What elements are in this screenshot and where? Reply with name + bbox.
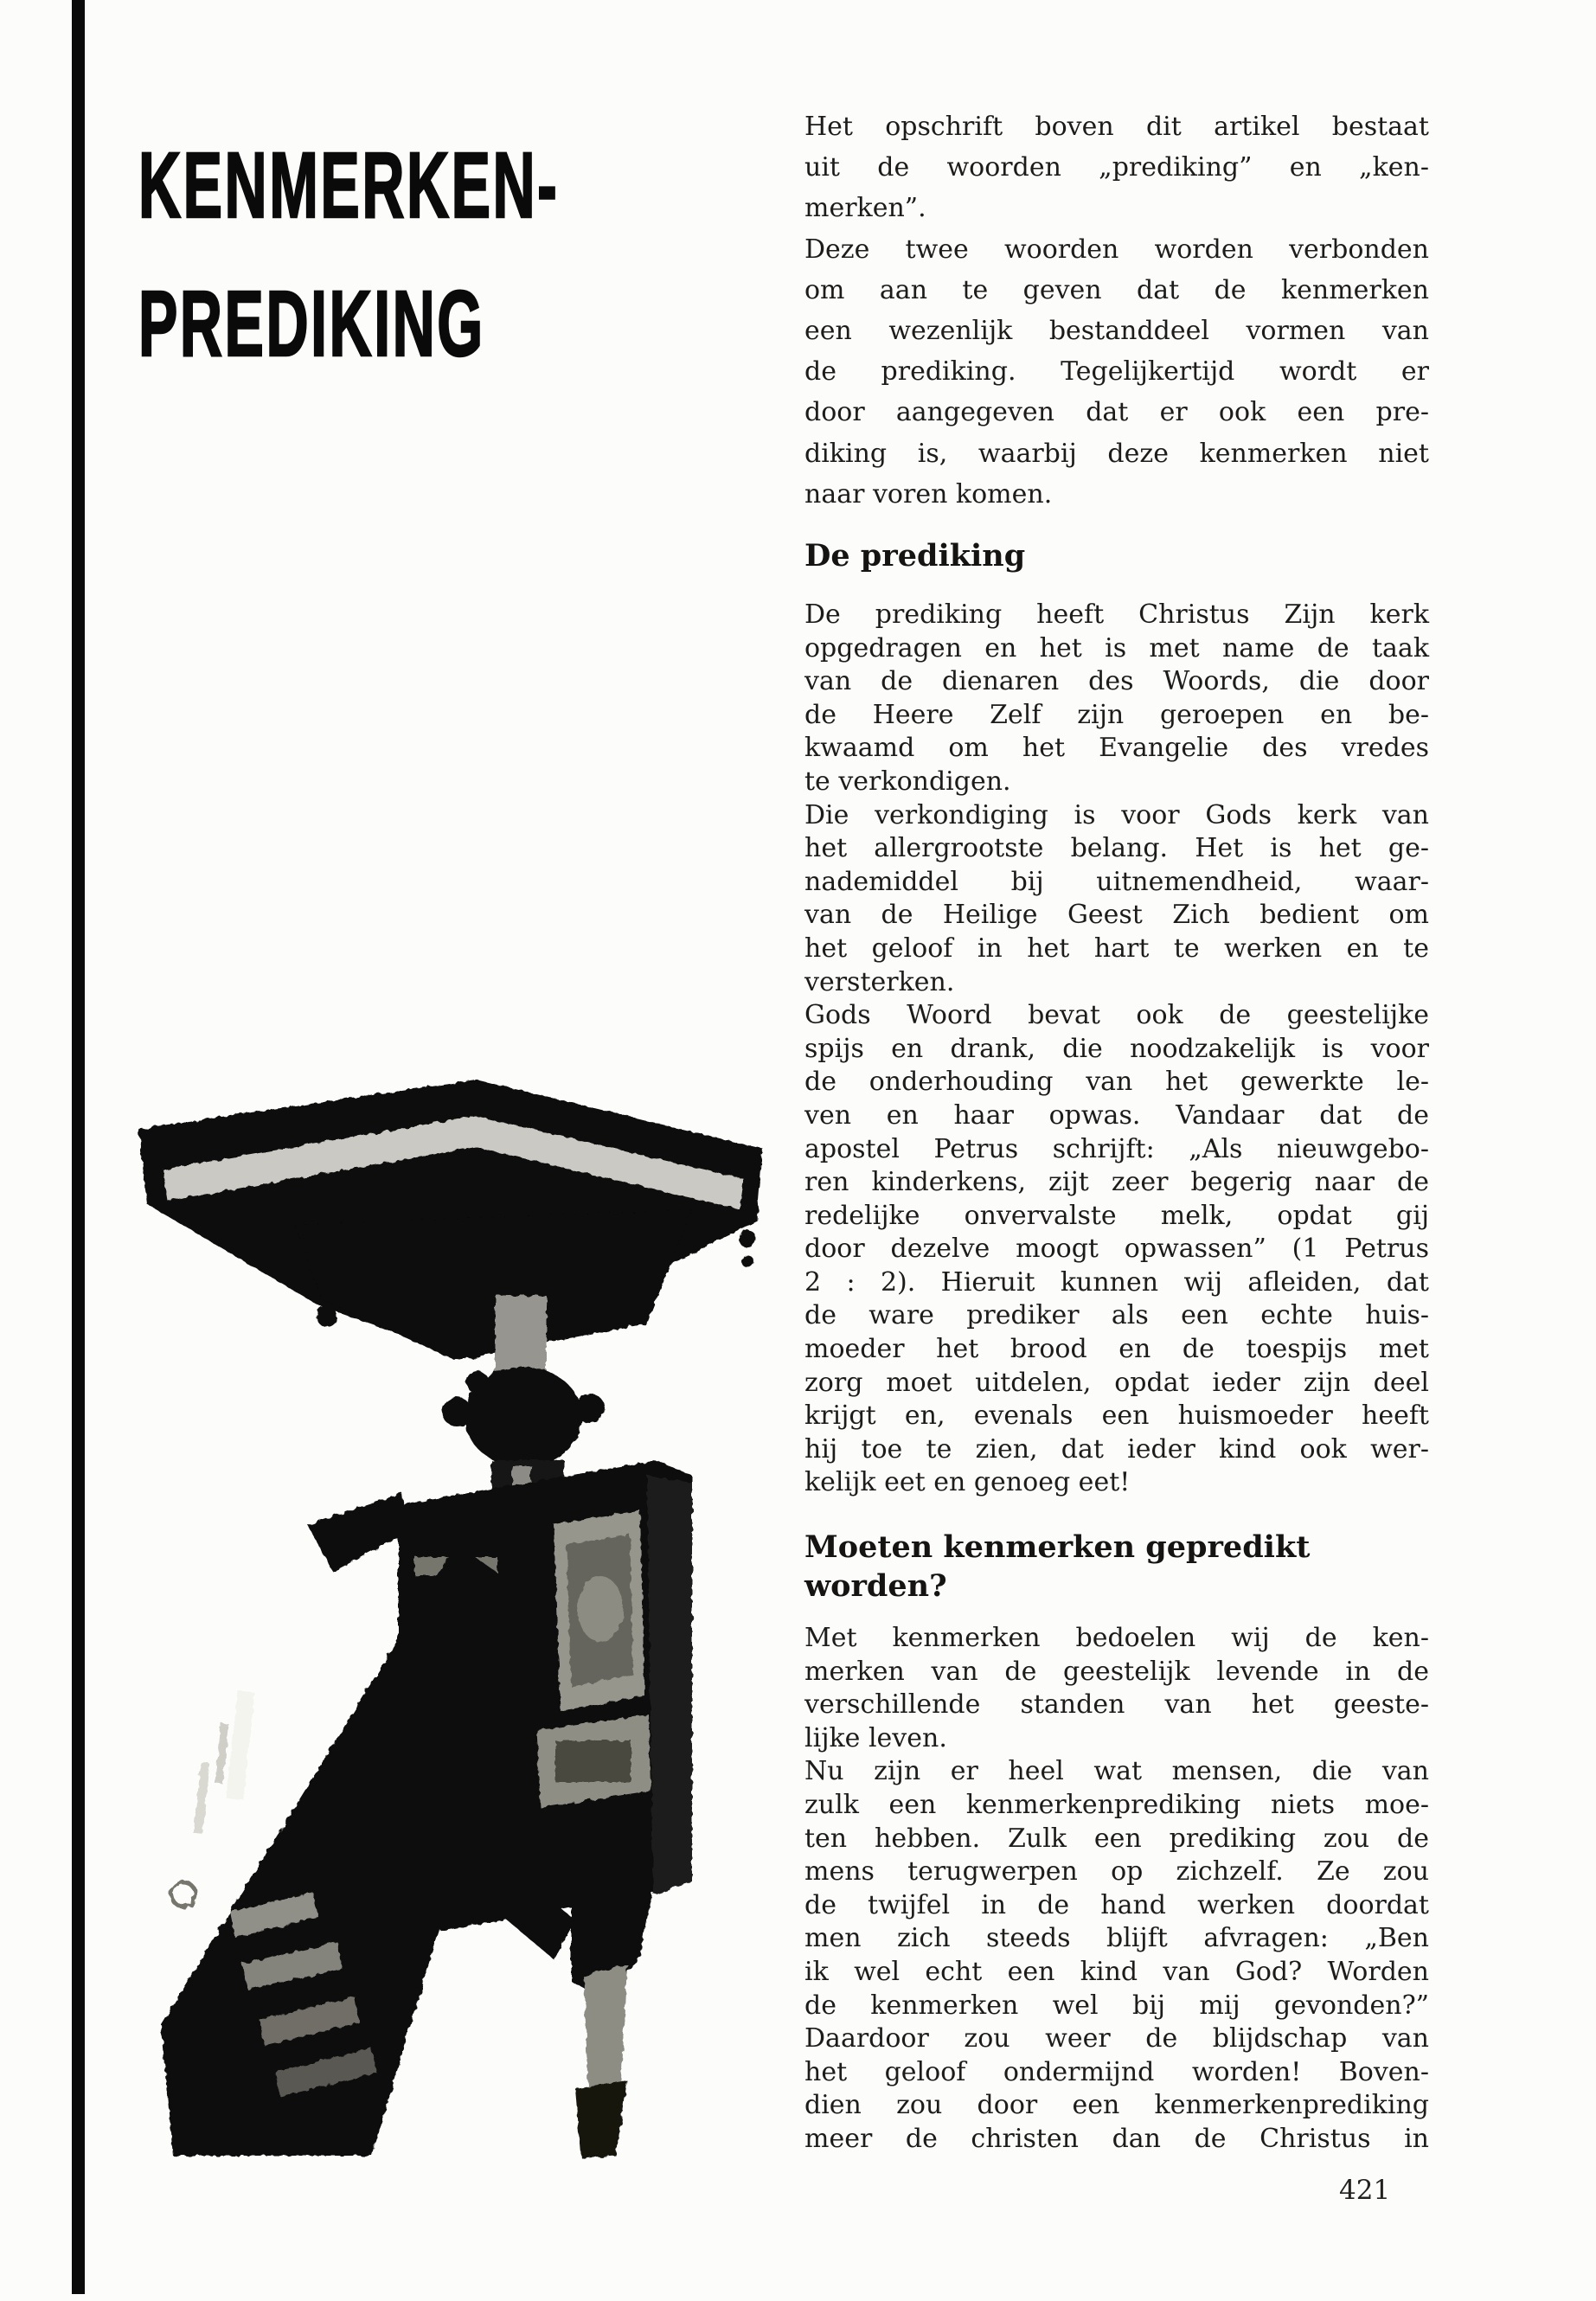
section-moeten-kenmerken-text	[804, 1622, 1429, 2157]
article-title	[138, 132, 806, 375]
text-line: mens terugwerpen op zichzelf. Ze zou	[804, 1856, 1429, 1888]
text-line: spijs en drank, die noodzakelijk is voor	[804, 1033, 1429, 1064]
text-line: hij toe te zien, dat ieder kind ook wer-	[804, 1433, 1429, 1465]
text-line: Deze twee woorden worden verbonden	[804, 234, 1429, 265]
text-line: het geloof in het hart te werken en te	[804, 933, 1429, 964]
text-line: ik wel echt een kind van God? Worden	[804, 1956, 1429, 1987]
article-title-line1: KENMERKEN-	[138, 132, 560, 237]
text-line: versterken.	[804, 966, 955, 997]
text-line: van de dienaren des Woords, die door	[804, 666, 1429, 697]
text-line: nademiddel bij uitnemendheid, waar-	[804, 866, 1429, 897]
intro-paragraph	[804, 106, 1429, 515]
text-line: merken van de geestelijk levende in de	[804, 1656, 1429, 1687]
text-line: redelijke onvervalste melk, opdat gij	[804, 1200, 1429, 1231]
section-heading-de-prediking: De prediking	[804, 538, 1026, 574]
text-line: te verkondigen.	[804, 766, 1011, 797]
page-number: 421	[1339, 2175, 1391, 2206]
text-line: zulk een kenmerkenprediking niets moe-	[804, 1789, 1429, 1820]
text-line: men zich steeds blijft afvragen: „Ben	[804, 1923, 1429, 1954]
text-line: lijke leven.	[804, 1722, 947, 1753]
text-line: krijgt en, evenals een huismoeder heeft	[804, 1400, 1429, 1432]
text-line: kwaamd om het Evangelie des vredes	[804, 733, 1429, 764]
text-line: uit de woorden „prediking” en „ken-	[804, 152, 1429, 183]
section-heading-moeten-kenmerken	[804, 1528, 1429, 1606]
text-line: 2 : 2). Hieruit kunnen wij afleiden, dat	[804, 1266, 1429, 1298]
article-title-line2: PREDIKING	[138, 271, 485, 375]
text-line: moeder het brood en de toespijs met	[804, 1334, 1429, 1365]
text-line: verschillende standen van het geeste-	[804, 1689, 1429, 1721]
text-line: het geloof ondermijnd worden! Boven-	[804, 2056, 1429, 2087]
left-margin-rule	[72, 0, 85, 2294]
text-line: ten hebben. Zulk een prediking zou de	[804, 1823, 1429, 1854]
text-line: de prediking. Tegelijkertijd wordt er	[804, 356, 1429, 388]
text-line: Nu zijn er heel wat mensen, die van	[804, 1756, 1429, 1787]
text-line: De prediking heeft Christus Zijn kerk	[804, 599, 1429, 630]
text-line: de twijfel in de hand werken doordat	[804, 1889, 1429, 1920]
text-line: Het opschrift boven dit artikel bestaat	[804, 112, 1429, 142]
text-line: naar voren komen.	[804, 478, 1053, 510]
text-line: apostel Petrus schrijft: „Als nieuwgebo-	[804, 1133, 1429, 1164]
text-line: de onderhouding van het gewerkte le-	[804, 1067, 1429, 1098]
text-line: de kenmerken wel bij mij gevonden?”	[804, 1990, 1429, 2021]
text-line: worden?	[804, 1568, 947, 1604]
text-line: Die verkondiging is voor Gods kerk van	[804, 799, 1429, 830]
text-line: merken”.	[804, 193, 926, 224]
text-line: Daardoor zou weer de blijdschap van	[804, 2023, 1429, 2054]
text-line: om aan te geven dat de kenmerken	[804, 274, 1429, 305]
pulpit-photo	[87, 1038, 770, 2163]
text-line: diking is, waarbij deze kenmerken niet	[804, 438, 1429, 469]
text-line: Moeten kenmerken gepredikt	[804, 1529, 1311, 1565]
text-line: van de Heilige Geest Zich bedient om	[804, 900, 1429, 931]
text-line: kelijk eet en genoeg eet!	[804, 1467, 1131, 1498]
text-line: dien zou door een kenmerkenprediking	[804, 2090, 1429, 2121]
text-line: zorg moet uitdelen, opdat ieder zijn deel	[804, 1367, 1429, 1398]
text-line: een wezenlijk bestanddeel vormen van	[804, 316, 1429, 347]
section-de-prediking-text	[804, 599, 1429, 1500]
text-line: de ware prediker als een echte huis-	[804, 1300, 1429, 1331]
text-line: Gods Woord bevat ook de geestelijke	[804, 1000, 1429, 1031]
text-line: het allergrootste belang. Het is het ge-	[804, 833, 1429, 864]
text-line: door aangegeven dat er ook een pre-	[804, 397, 1429, 428]
text-line: Met kenmerken bedoelen wij de ken-	[804, 1623, 1429, 1653]
text-line: door dezelve moogt opwassen” (1 Petrus	[804, 1234, 1429, 1265]
text-line: ven en haar opwas. Vandaar dat de	[804, 1099, 1429, 1131]
text-line: meer de christen dan de Christus in	[804, 2123, 1429, 2154]
text-line: de Heere Zelf zijn geroepen en be-	[804, 699, 1429, 730]
text-line: ren kinderkens, zijt zeer begerig naar de	[804, 1167, 1429, 1198]
text-line: opgedragen en het is met name de taak	[804, 632, 1429, 663]
